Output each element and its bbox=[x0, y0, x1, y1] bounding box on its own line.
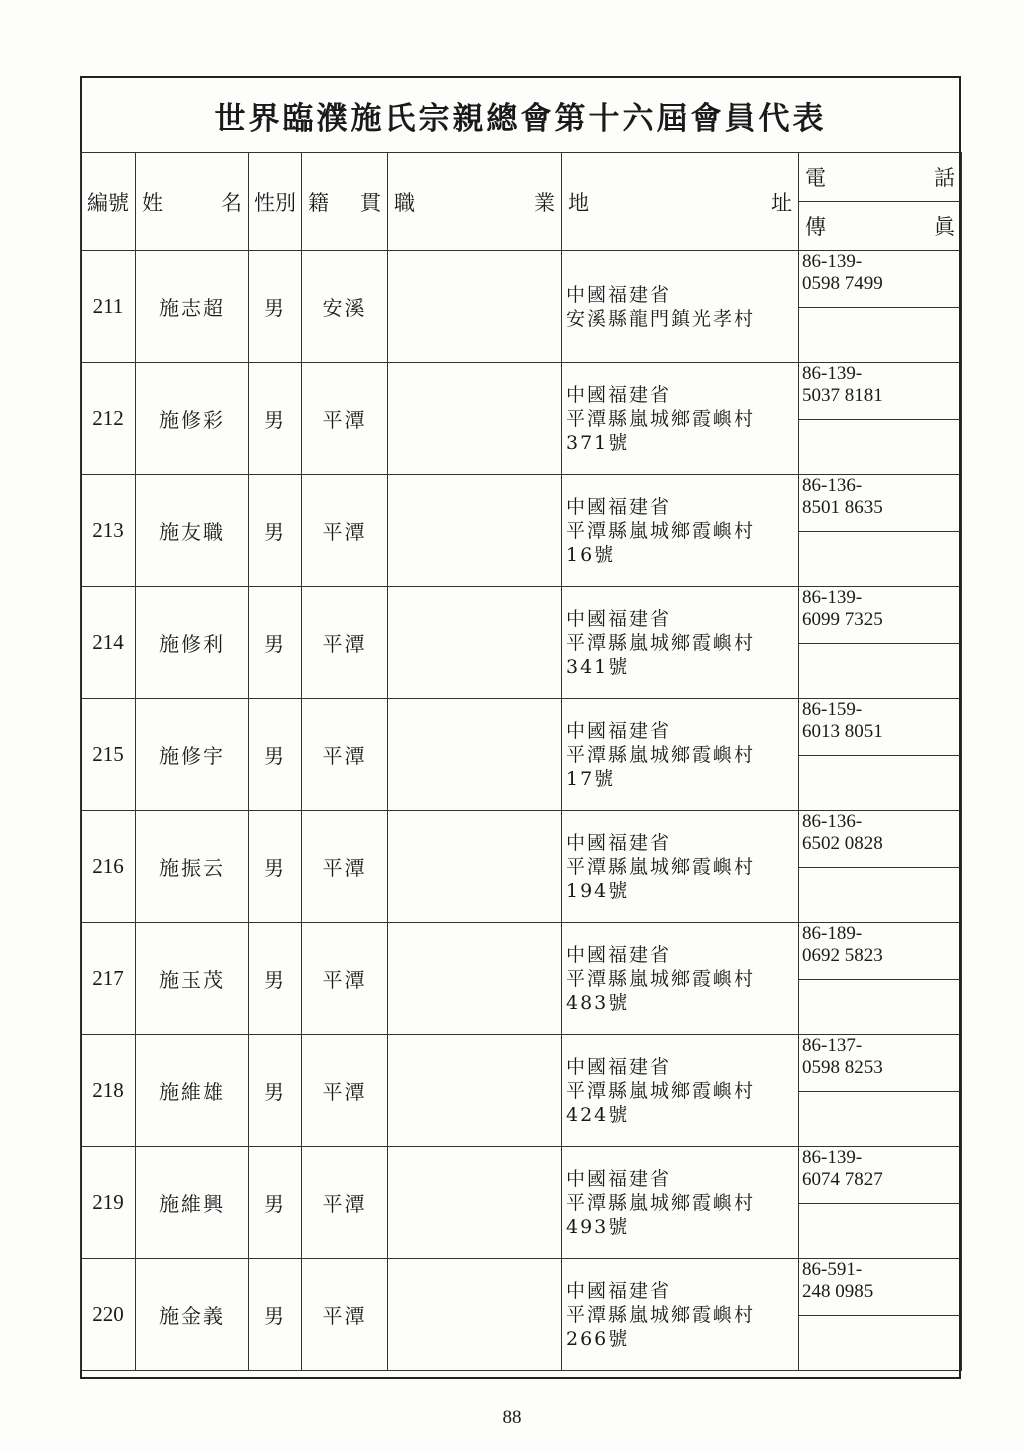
address-line: 平潭縣嵐城鄉霞嶼村 bbox=[566, 1191, 756, 1214]
member-number: 211 bbox=[81, 251, 136, 363]
roster-frame bbox=[80, 76, 961, 1379]
phone-line: 86-136- bbox=[802, 811, 863, 832]
phone-line: 86-139- bbox=[802, 587, 863, 608]
member-address bbox=[562, 363, 799, 475]
phone-line: 6013 8051 bbox=[802, 721, 883, 742]
phone-line: 5037 8181 bbox=[802, 385, 883, 406]
member-occupation bbox=[388, 923, 562, 1035]
header-number: 編號 bbox=[81, 153, 136, 251]
member-table bbox=[80, 152, 962, 1371]
address-line: 平潭縣嵐城鄉霞嶼村 bbox=[566, 967, 756, 990]
address-line: 中國福建省 bbox=[566, 943, 672, 966]
member-address bbox=[562, 251, 799, 363]
table-row bbox=[81, 587, 962, 644]
member-number: 220 bbox=[81, 1259, 136, 1371]
member-number: 214 bbox=[81, 587, 136, 699]
address-line: 中國福建省 bbox=[566, 719, 672, 742]
member-name: 施志超 bbox=[136, 251, 249, 363]
member-occupation bbox=[388, 251, 562, 363]
member-fax bbox=[799, 1092, 962, 1147]
phone-line: 86-139- bbox=[802, 251, 863, 272]
phone-line: 86-189- bbox=[802, 923, 863, 944]
phone-line: 6099 7325 bbox=[802, 609, 883, 630]
table-row bbox=[81, 699, 962, 756]
table-row bbox=[81, 363, 962, 420]
member-address bbox=[562, 475, 799, 587]
member-occupation bbox=[388, 587, 562, 699]
address-line: 中國福建省 bbox=[566, 607, 672, 630]
header-origin: 籍 貫 bbox=[302, 153, 388, 251]
member-number: 218 bbox=[81, 1035, 136, 1147]
member-fax bbox=[799, 980, 962, 1035]
member-gender: 男 bbox=[249, 587, 302, 699]
address-line: 中國福建省 bbox=[566, 1055, 672, 1078]
address-line: 424號 bbox=[566, 1103, 630, 1126]
phone-line: 86-159- bbox=[802, 699, 863, 720]
header-address: 地 址 bbox=[562, 153, 799, 251]
member-address bbox=[562, 811, 799, 923]
address-line: 平潭縣嵐城鄉霞嶼村 bbox=[566, 743, 756, 766]
member-phone bbox=[799, 923, 962, 980]
phone-line: 8501 8635 bbox=[802, 497, 883, 518]
phone-line: 86-139- bbox=[802, 363, 863, 384]
member-address bbox=[562, 699, 799, 811]
member-gender: 男 bbox=[249, 1035, 302, 1147]
member-gender: 男 bbox=[249, 475, 302, 587]
phone-line: 86-137- bbox=[802, 1035, 863, 1056]
phone-line: 6502 0828 bbox=[802, 833, 883, 854]
member-name: 施維興 bbox=[136, 1147, 249, 1259]
member-phone bbox=[799, 1035, 962, 1092]
address-line: 341號 bbox=[566, 655, 630, 678]
table-row bbox=[81, 1259, 962, 1316]
phone-line: 0598 7499 bbox=[802, 273, 883, 294]
member-fax bbox=[799, 420, 962, 475]
table-row bbox=[81, 475, 962, 532]
table-row bbox=[81, 1147, 962, 1204]
member-occupation bbox=[388, 363, 562, 475]
member-gender: 男 bbox=[249, 699, 302, 811]
member-fax bbox=[799, 644, 962, 699]
address-line: 中國福建省 bbox=[566, 495, 672, 518]
member-origin: 平潭 bbox=[302, 1147, 388, 1259]
member-origin: 平潭 bbox=[302, 475, 388, 587]
header-gender: 性別 bbox=[249, 153, 302, 251]
member-address bbox=[562, 923, 799, 1035]
address-line: 中國福建省 bbox=[566, 383, 672, 406]
member-address bbox=[562, 1035, 799, 1147]
member-name: 施金義 bbox=[136, 1259, 249, 1371]
member-number: 212 bbox=[81, 363, 136, 475]
member-fax bbox=[799, 532, 962, 587]
member-gender: 男 bbox=[249, 363, 302, 475]
address-line: 平潭縣嵐城鄉霞嶼村 bbox=[566, 1079, 756, 1102]
member-number: 215 bbox=[81, 699, 136, 811]
page-title: 世界臨濮施氏宗親總會第十六屆會員代表 bbox=[214, 100, 827, 137]
address-line: 371號 bbox=[566, 431, 630, 454]
member-address bbox=[562, 1259, 799, 1371]
member-name: 施修利 bbox=[136, 587, 249, 699]
member-gender: 男 bbox=[249, 811, 302, 923]
member-fax bbox=[799, 756, 962, 811]
member-fax bbox=[799, 1316, 962, 1371]
member-occupation bbox=[388, 1035, 562, 1147]
member-gender: 男 bbox=[249, 1259, 302, 1371]
phone-line: 86-591- bbox=[802, 1259, 863, 1280]
address-line: 中國福建省 bbox=[566, 283, 672, 306]
phone-line: 6074 7827 bbox=[802, 1169, 883, 1190]
address-line: 中國福建省 bbox=[566, 1279, 672, 1302]
member-phone bbox=[799, 811, 962, 868]
address-line: 中國福建省 bbox=[566, 831, 672, 854]
phone-line: 86-136- bbox=[802, 475, 863, 496]
member-origin: 平潭 bbox=[302, 1035, 388, 1147]
member-number: 219 bbox=[81, 1147, 136, 1259]
phone-line: 0598 8253 bbox=[802, 1057, 883, 1078]
member-origin: 平潭 bbox=[302, 363, 388, 475]
member-phone bbox=[799, 587, 962, 644]
address-line: 平潭縣嵐城鄉霞嶼村 bbox=[566, 407, 756, 430]
member-origin: 安溪 bbox=[302, 251, 388, 363]
table-row bbox=[81, 1035, 962, 1092]
address-line: 483號 bbox=[566, 991, 630, 1014]
address-line: 266號 bbox=[566, 1327, 630, 1350]
address-line: 493號 bbox=[566, 1215, 630, 1238]
member-number: 216 bbox=[81, 811, 136, 923]
member-phone bbox=[799, 1147, 962, 1204]
header-phone: 電 話 bbox=[799, 153, 962, 202]
table-row bbox=[81, 923, 962, 980]
member-phone bbox=[799, 699, 962, 756]
address-line: 16號 bbox=[566, 543, 616, 566]
header-name: 姓 名 bbox=[136, 153, 249, 251]
phone-line: 86-139- bbox=[802, 1147, 863, 1168]
member-name: 施修彩 bbox=[136, 363, 249, 475]
member-phone bbox=[799, 363, 962, 420]
member-name: 施友職 bbox=[136, 475, 249, 587]
member-origin: 平潭 bbox=[302, 587, 388, 699]
page-number: 88 bbox=[502, 1407, 522, 1428]
header-fax: 傳 眞 bbox=[799, 202, 962, 251]
member-phone bbox=[799, 1259, 962, 1316]
phone-line: 248 0985 bbox=[802, 1281, 874, 1302]
member-origin: 平潭 bbox=[302, 811, 388, 923]
address-line: 平潭縣嵐城鄉霞嶼村 bbox=[566, 631, 756, 654]
member-address bbox=[562, 587, 799, 699]
member-origin: 平潭 bbox=[302, 923, 388, 1035]
member-gender: 男 bbox=[249, 251, 302, 363]
address-line: 平潭縣嵐城鄉霞嶼村 bbox=[566, 855, 756, 878]
address-line: 安溪縣龍門鎮光孝村 bbox=[566, 307, 756, 330]
phone-line: 0692 5823 bbox=[802, 945, 883, 966]
member-fax bbox=[799, 308, 962, 363]
member-origin: 平潭 bbox=[302, 699, 388, 811]
member-phone bbox=[799, 475, 962, 532]
member-fax bbox=[799, 1204, 962, 1259]
member-address bbox=[562, 1147, 799, 1259]
member-gender: 男 bbox=[249, 923, 302, 1035]
address-line: 17號 bbox=[566, 767, 616, 790]
member-name: 施玉茂 bbox=[136, 923, 249, 1035]
member-occupation bbox=[388, 699, 562, 811]
member-occupation bbox=[388, 1259, 562, 1371]
address-line: 平潭縣嵐城鄉霞嶼村 bbox=[566, 519, 756, 542]
member-occupation bbox=[388, 475, 562, 587]
member-fax bbox=[799, 868, 962, 923]
member-name: 施維雄 bbox=[136, 1035, 249, 1147]
member-gender: 男 bbox=[249, 1147, 302, 1259]
table-row bbox=[81, 811, 962, 868]
header-occupation: 職 業 bbox=[388, 153, 562, 251]
member-name: 施修宇 bbox=[136, 699, 249, 811]
member-number: 217 bbox=[81, 923, 136, 1035]
member-origin: 平潭 bbox=[302, 1259, 388, 1371]
table-row bbox=[81, 251, 962, 308]
member-number: 213 bbox=[81, 475, 136, 587]
address-line: 中國福建省 bbox=[566, 1167, 672, 1190]
address-line: 194號 bbox=[566, 879, 630, 902]
address-line: 平潭縣嵐城鄉霞嶼村 bbox=[566, 1303, 756, 1326]
member-phone bbox=[799, 251, 962, 308]
member-occupation bbox=[388, 1147, 562, 1259]
table-body bbox=[81, 251, 962, 1371]
member-name: 施振云 bbox=[136, 811, 249, 923]
member-occupation bbox=[388, 811, 562, 923]
